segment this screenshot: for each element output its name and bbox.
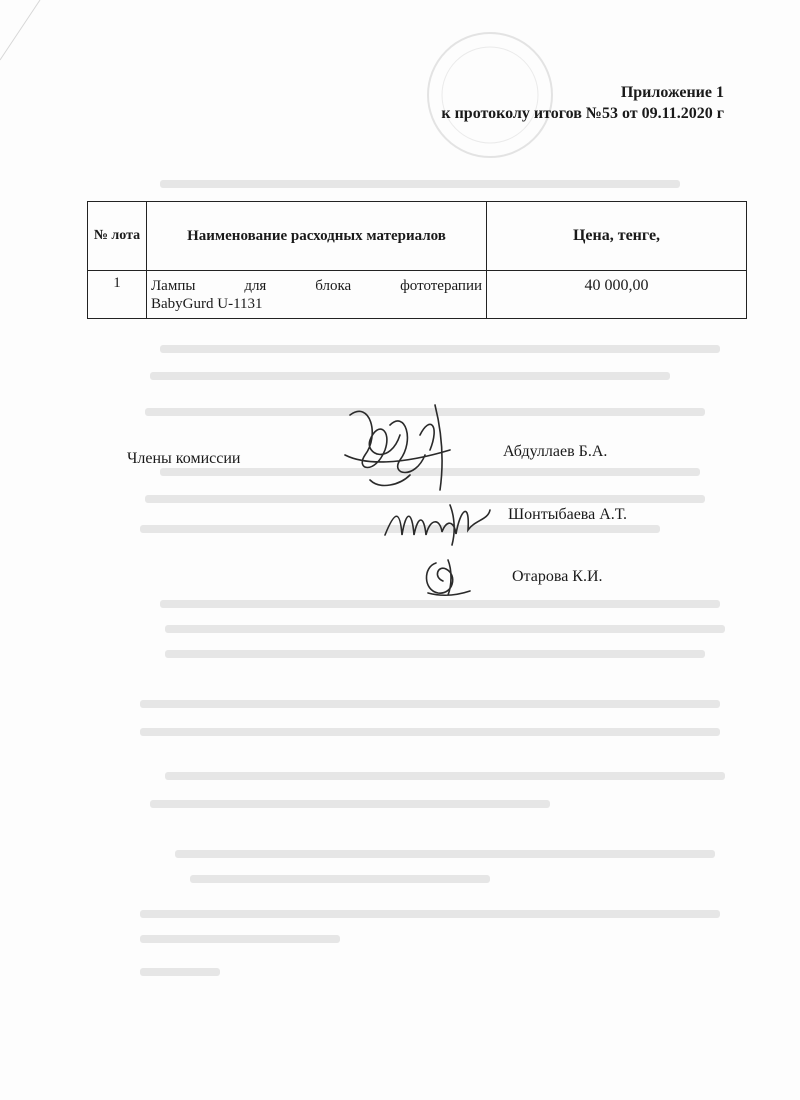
price-cell: 40 000,00 [487,271,747,319]
bleed-through-line [160,600,720,608]
scan-fold-shadow [0,0,120,200]
protocol-reference: к протоколу итогов №53 от 09.11.2020 г [441,105,724,122]
commission-members-label: Члены комиссии [127,450,241,467]
bleed-through-line [140,728,720,736]
bleed-through-line [140,700,720,708]
material-name-word: фототерапии [400,277,482,294]
material-name-cell [147,271,487,319]
material-name-word: Лампы [151,277,196,294]
bleed-through-line [190,875,490,883]
column-header-material-name: Наименование расходных материалов [147,202,487,271]
lot-number-cell: 1 [88,271,147,319]
commission-member-name: Отарова К.И. [512,568,603,585]
bleed-through-line [160,180,680,188]
commission-member-name: Шонтыбаева А.Т. [508,506,627,523]
bleed-through-line [150,800,550,808]
lots-table [87,201,747,319]
bleed-through-line [165,625,725,633]
material-name-word: блока [315,277,352,294]
commission-member-name: Абдуллаев Б.А. [503,443,608,460]
column-header-price: Цена, тенге, [487,202,747,271]
bleed-through-line [165,650,705,658]
signature-otarova [418,555,478,600]
signature-shontybaeva [380,490,500,550]
column-header-lot-number: № лота [88,202,147,271]
table-row [88,271,747,319]
bleed-through-line [165,772,725,780]
appendix-header [441,82,724,124]
bleed-through-line [140,910,720,918]
bleed-through-line [160,345,720,353]
material-name-word: для [244,277,267,294]
bleed-through-line [140,968,220,976]
bleed-through-line [140,935,340,943]
table-header-row [88,202,747,271]
bleed-through-line [175,850,715,858]
signature-abdullaev [330,395,460,505]
appendix-title: Приложение 1 [620,84,724,101]
material-model: BabyGurd U-1131 [151,295,263,312]
bleed-through-line [150,372,670,380]
